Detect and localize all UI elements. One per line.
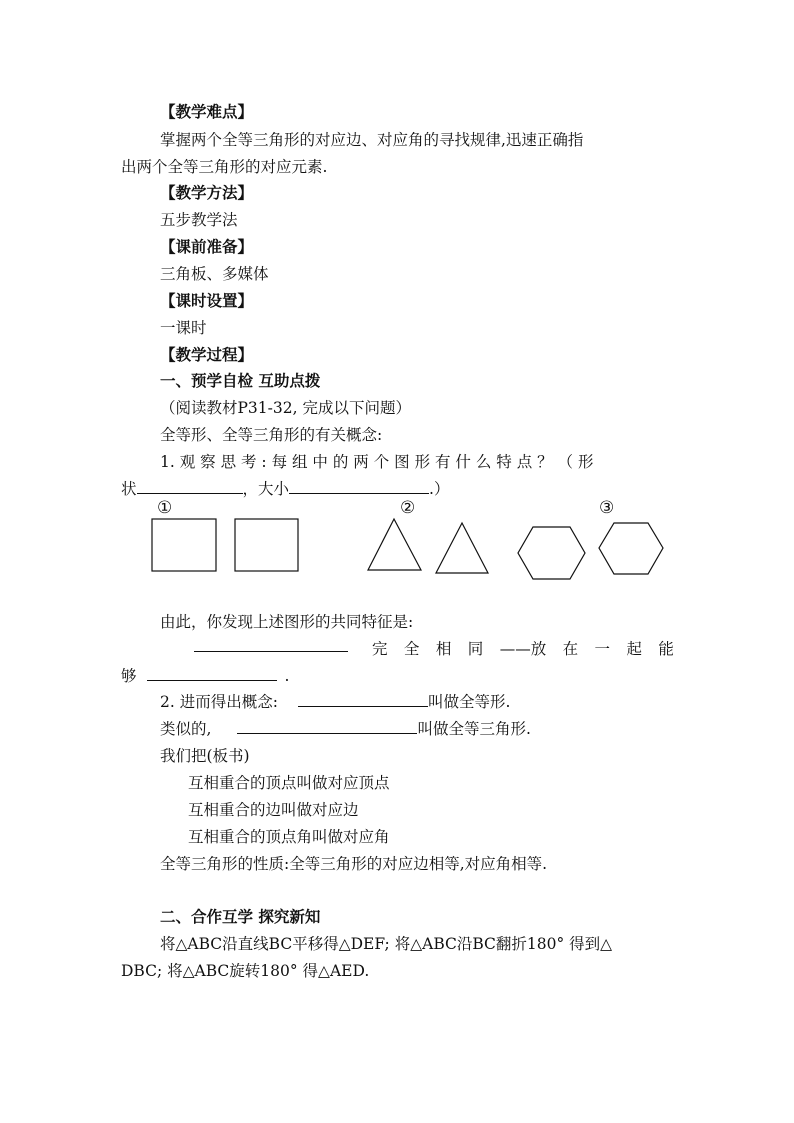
size-answer-blank[interactable] [289, 479, 429, 494]
definition-side: 互相重合的边叫做对应边 [188, 801, 359, 819]
hours-heading: 【课时设置】 [160, 292, 254, 310]
reading-instruction: （阅读教材P31-32, 完成以下问题） [160, 399, 411, 417]
size-label: ，大小 [242, 480, 290, 498]
hours-text: 一课时 [160, 319, 207, 337]
triangle-shape-1 [368, 519, 421, 570]
question2-line [160, 690, 510, 712]
part2-heading: 二、合作互学 探究新知 [160, 908, 321, 926]
difficulty-text-line2: 出两个全等三角形的对应元素. [121, 158, 328, 176]
same-word: 全 [403, 640, 420, 658]
method-text: 五步教学法 [160, 211, 238, 229]
group-label-1: ① [157, 498, 173, 518]
difficulty-text-line1: 掌握两个全等三角形的对应边、对应角的寻找规律,迅速正确指 [160, 131, 584, 149]
question1-line1: 1. 观 察 思 考 : 每 组 中 的 两 个 图 形 有 什 么 特 点 ？ （ 形 [160, 453, 594, 471]
definition-vertex: 互相重合的顶点叫做对应顶点 [188, 774, 390, 792]
board-note: 我们把(板书) [160, 747, 250, 765]
same-word: 一 [594, 640, 611, 658]
same-phrase-line [372, 637, 674, 659]
same-word: ——放 [499, 640, 547, 658]
square-shape-2 [235, 519, 298, 571]
process-heading: 【教学过程】 [160, 346, 254, 364]
part2-text-line2: DBC; 将△ABC旋转180° 得△AED. [121, 962, 370, 980]
same-word: 在 [562, 640, 579, 658]
concept-intro: 全等形、全等三角形的有关概念: [160, 426, 383, 444]
prep-text: 三角板、多媒体 [160, 265, 269, 283]
property-statement: 全等三角形的性质:全等三角形的对应边相等,对应角相等. [160, 855, 548, 873]
gou-text: 够 [121, 667, 137, 685]
congruent-shape-blank[interactable] [298, 692, 428, 707]
discover-prompt: 由此，你发现上述图形的共同特征是: [160, 613, 414, 631]
group-label-2: ② [400, 498, 416, 518]
same-word: 同 [467, 640, 484, 658]
part1-heading: 一、预学自检 互助点拨 [160, 372, 321, 390]
similar-text: 类似的, [160, 720, 212, 738]
gou-answer-blank[interactable] [147, 666, 277, 681]
question2-suffix: 叫做全等形. [427, 693, 511, 711]
same-word: 起 [626, 640, 642, 658]
shape-label: 状 [121, 480, 137, 498]
hexagon-shape-2 [599, 523, 663, 574]
question2-text: 2. 进而得出概念: [160, 693, 278, 711]
gou-end: . [284, 667, 290, 685]
common-feature-line [194, 637, 348, 656]
square-shape-1 [152, 519, 216, 571]
similar-line [160, 717, 531, 739]
difficulty-heading: 【教学难点】 [160, 103, 254, 121]
triangle-shape-2 [436, 523, 488, 573]
shape-answer-blank[interactable] [137, 479, 243, 494]
same-word: 能 [658, 640, 674, 658]
similar-suffix: 叫做全等三角形. [417, 720, 531, 738]
hexagon-shape-1 [518, 527, 585, 579]
same-word: 完 [372, 640, 388, 658]
shape-groups-figure [140, 498, 680, 588]
question1-line2 [121, 477, 449, 499]
group-label-3: ③ [599, 498, 615, 518]
prep-heading: 【课前准备】 [160, 238, 254, 256]
definition-angle: 互相重合的顶点角叫做对应角 [188, 828, 390, 846]
part2-text-line1: 将△ABC沿直线BC平移得△DEF; 将△ABC沿BC翻折180° 得到△ [160, 935, 613, 953]
same-word: 相 [435, 640, 452, 658]
method-heading: 【教学方法】 [160, 184, 254, 202]
question1-end: .） [429, 480, 450, 498]
common-feature-blank[interactable] [194, 637, 348, 652]
gou-line [121, 664, 289, 686]
congruent-triangle-blank[interactable] [237, 719, 417, 734]
